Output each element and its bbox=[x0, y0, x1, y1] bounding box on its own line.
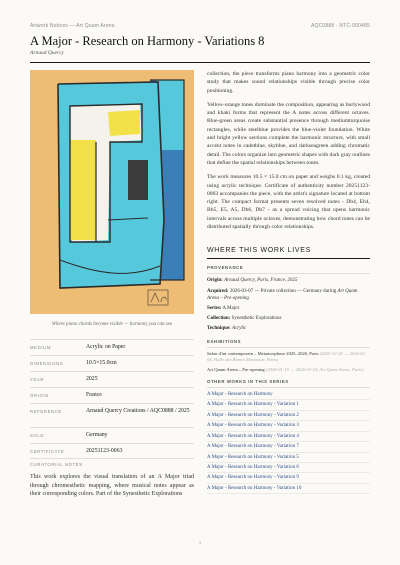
where-heading: WHERE THIS WORK LIVES bbox=[207, 247, 370, 259]
provenance-origin: Origin: Arnaud Quercy, Paris, France, 2025 bbox=[207, 278, 298, 284]
metadata-table bbox=[30, 339, 194, 459]
provenance-heading: PROVENANCE bbox=[207, 265, 370, 274]
description-paragraph: The work measures 10.5 × 15.0 cm on paper and weighs 0.1 kg, created using acrylic technique. Certificate of authenticity number 20251123-0063 accompanies the piece, with the artist's signature located at bottom right. The compact format presents seven resolved notes - Db4, Eb4, Bb5, E5, A5, Db6, Db7 - as a spread voicing that opens harmonic intervals across multiple octaves, demonstrating how chord tones can be distributed spatially through color relationships. bbox=[207, 174, 370, 231]
other-work-link[interactable]: A Major - Research on Harmony bbox=[207, 390, 370, 400]
meta-row-sold: SOLD Germany bbox=[30, 427, 194, 443]
description-paragraph: Yellow-orange tones dominate the composition, appearing as burlywood and khaki forms that represent the A notes across different octaves. Blue-green areas create substantial presence through mediumturquoise rectangles, while steelblue provides the blue-violet foundation. White and bright yellow sections complete the harmonic structure, with small accent notes in cadetblue, skyblue, and darkseagreen adding chromatic detail. The colors organize into geometric shapes with dark gray outlines that define the spatial relationships between tones. bbox=[207, 101, 370, 166]
reference-code: AQC0888 · NTC-000485 bbox=[310, 23, 370, 29]
other-work-link[interactable]: A Major - Research on Harmony - Variation 7 bbox=[207, 442, 370, 452]
meta-row-origin: ORIGIN France bbox=[30, 387, 194, 403]
artwork-image bbox=[30, 70, 194, 314]
description bbox=[207, 70, 370, 231]
description-paragraph: collection, the piece transforms piano harmony into a geometric color study that makes sound relationships visible through precise color positioning. bbox=[207, 71, 370, 94]
other-work-link[interactable]: A Major - Research on Harmony - Variation 3 bbox=[207, 421, 370, 431]
page-number: 1 bbox=[198, 540, 202, 545]
meta-row-certificate: CERTIFICATE 20251123-0063 bbox=[30, 443, 194, 459]
other-work-link[interactable]: A Major - Research on Harmony - Variation 2 bbox=[207, 411, 370, 421]
exhibition-item: Art Quam Arena – Pre-opening (2026-01-15 → 2026-03-16, Art Quam Arena, Paris) bbox=[207, 366, 364, 372]
exhibitions-heading: EXHIBITIONS bbox=[207, 339, 370, 348]
title-rule bbox=[30, 62, 370, 63]
other-work-link[interactable]: A Major - Research on Harmony - Variation 1 bbox=[207, 400, 370, 410]
artist-name: Arnaud Quercy bbox=[30, 50, 64, 56]
other-work-link[interactable]: A Major - Research on Harmony - Variation 9 bbox=[207, 473, 370, 483]
meta-row-year: YEAR 2025 bbox=[30, 371, 194, 387]
provenance-acquired: Acquired: 2026-03-07 — Private collection — Germany during Art Quam Arena – Pre-opening bbox=[207, 288, 358, 301]
meta-row-dimensions: DIMENSIONS 10.5×15.0cm bbox=[30, 355, 194, 371]
curatorial-label: CURATORIAL NOTES bbox=[30, 462, 83, 467]
other-work-link[interactable]: A Major - Research on Harmony - Variation 4 bbox=[207, 432, 370, 442]
provenance-series: Series: A Major bbox=[207, 305, 240, 311]
other-works-heading: OTHER WORKS IN THIS SERIES bbox=[207, 379, 370, 388]
other-works-list bbox=[207, 390, 370, 494]
page-title: A Major - Research on Harmony - Variations 8 bbox=[30, 34, 265, 48]
provenance-collection: Collection: Synesthetic Explorations bbox=[207, 316, 282, 322]
meta-row-reference: REFERENCE Arnaud Quercy Creations / AQC0888 / 2025 bbox=[30, 403, 194, 427]
other-work-link[interactable]: A Major - Research on Harmony - Variation 10 bbox=[207, 484, 370, 494]
header-bar bbox=[30, 23, 370, 29]
provenance-technique: Technique: Acrylic bbox=[207, 326, 247, 332]
curatorial-text: This work explores the visual translation of an A Major triad through chromesthetic mapping, where musical notes appear as their corresponding colors. Part of the Synesthetic Explorations bbox=[30, 474, 194, 497]
meta-row-medium: MEDIUM Acrylic on Paper bbox=[30, 339, 194, 355]
right-column bbox=[207, 70, 370, 494]
other-work-link[interactable]: A Major - Research on Harmony - Variation 6 bbox=[207, 463, 370, 473]
exhibition-item: Salon d'art contemporain – Metamorphose 2025–2026, Paris (2025-12-26 → 2026-01-04, Halle des Blancs Manteaux, Paris) bbox=[207, 350, 367, 363]
other-work-link[interactable]: A Major - Research on Harmony - Variation 5 bbox=[207, 453, 370, 463]
image-caption: Where piano chords become visible — harmony you can see bbox=[51, 322, 173, 327]
site-name: Artwork Notices — Art Quam Arena bbox=[30, 23, 115, 29]
